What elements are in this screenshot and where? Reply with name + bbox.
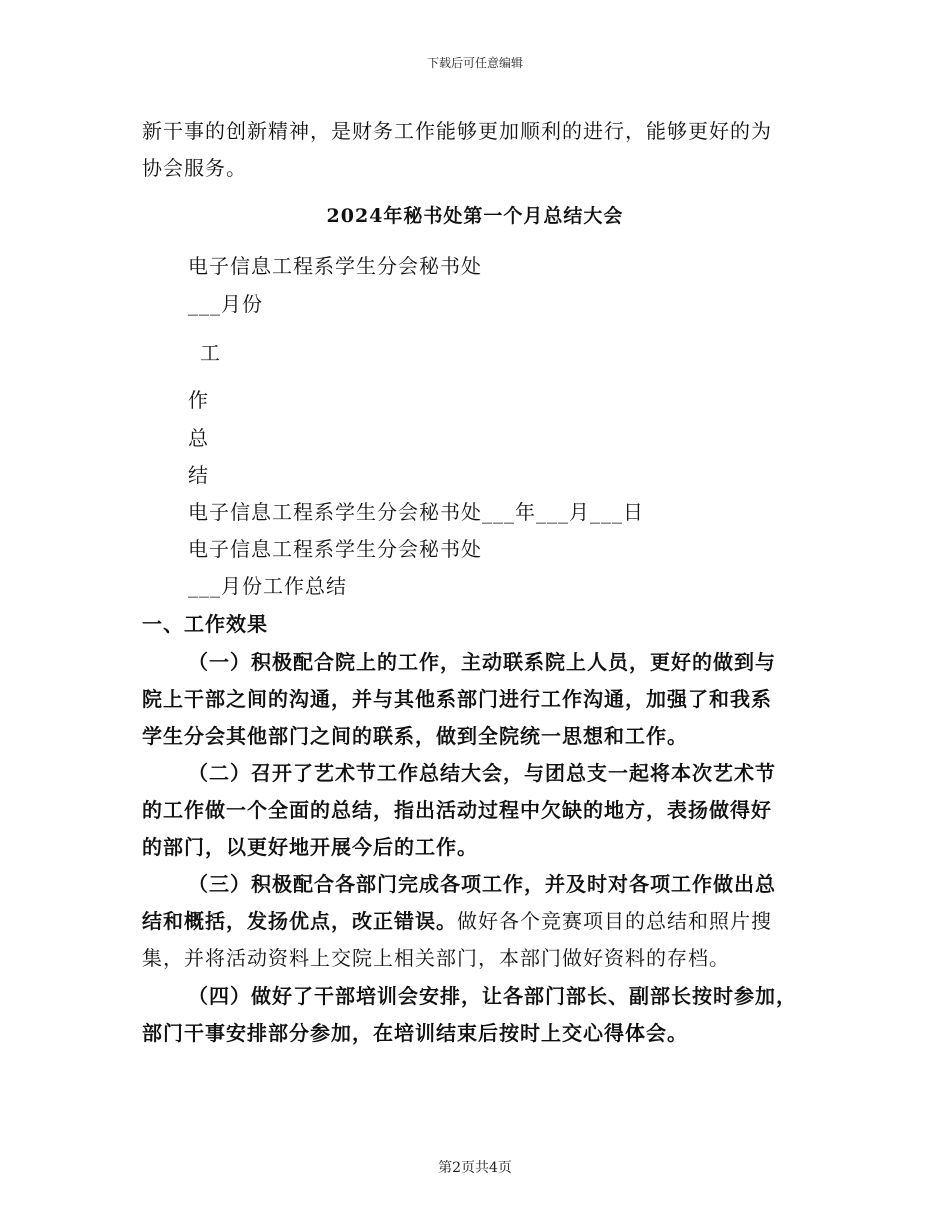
paragraph-3-line-2-bold: 结和概括，发扬优点，改正错误。 <box>142 909 457 933</box>
paragraph-3-line-3: 集，并将活动资料上交院上相关部门，本部门做好资料的存档。 <box>142 946 730 970</box>
vertical-char-jie: 结 <box>188 463 209 487</box>
month-summary-line: ___月份工作总结 <box>188 574 347 598</box>
org-name-2: 电子信息工程系学生分会秘书处 <box>188 537 482 561</box>
intro-line-1: 新干事的创新精神，是财务工作能够更加顺利的进行，能够更好的为 <box>142 119 772 143</box>
document-title: 2024年秘书处第一个月总结大会 <box>326 205 624 227</box>
vertical-char-gong: 工 <box>200 341 221 365</box>
paragraph-3-line-2-normal: 做好各个竞赛项目的总结和照片搜 <box>457 909 772 933</box>
page-header: 下载后可任意编辑 <box>426 56 523 70</box>
paragraph-3-line-2 <box>142 905 772 934</box>
paragraph-1-line-3: 学生分会其他部门之间的联系，做到全院统一思想和工作。 <box>142 724 688 748</box>
paragraph-3-line-1: （三）积极配合各部门完成各项工作，并及时对各项工作做出总 <box>188 872 776 896</box>
intro-line-2: 协会服务。 <box>142 156 247 180</box>
month-line-1: ___月份 <box>188 292 263 316</box>
paragraph-2-line-2: 的工作做一个全面的总结，指出活动过程中欠缺的地方，表扬做得好 <box>142 798 772 822</box>
paragraph-2-line-1: （二）召开了艺术节工作总结大会，与团总支一起将本次艺术节 <box>188 761 776 785</box>
section-heading-1: 一、工作效果 <box>142 612 268 636</box>
org-name-1: 电子信息工程系学生分会秘书处 <box>188 254 482 278</box>
vertical-char-zong: 总 <box>188 426 209 450</box>
paragraph-2-line-3: 的部门，以更好地开展今后的工作。 <box>142 835 478 859</box>
paragraph-4-line-2: 部门干事安排部分参加，在培训结束后按时上交心得体会。 <box>142 1021 688 1045</box>
paragraph-1-line-1: （一）积极配合院上的工作，主动联系院上人员，更好的做到与 <box>188 650 776 674</box>
paragraph-4-line-1: （四）做好了干部培训会安排，让各部门部长、副部长按时参加， <box>188 984 797 1008</box>
org-date-line: 电子信息工程系学生分会秘书处___年___月___日 <box>188 500 644 524</box>
vertical-char-zuo: 作 <box>188 388 209 412</box>
page-footer: 第2页共4页 <box>438 1160 512 1176</box>
paragraph-1-line-2: 院上干部之间的沟通，并与其他系部门进行工作沟通，加强了和我系 <box>142 687 772 711</box>
